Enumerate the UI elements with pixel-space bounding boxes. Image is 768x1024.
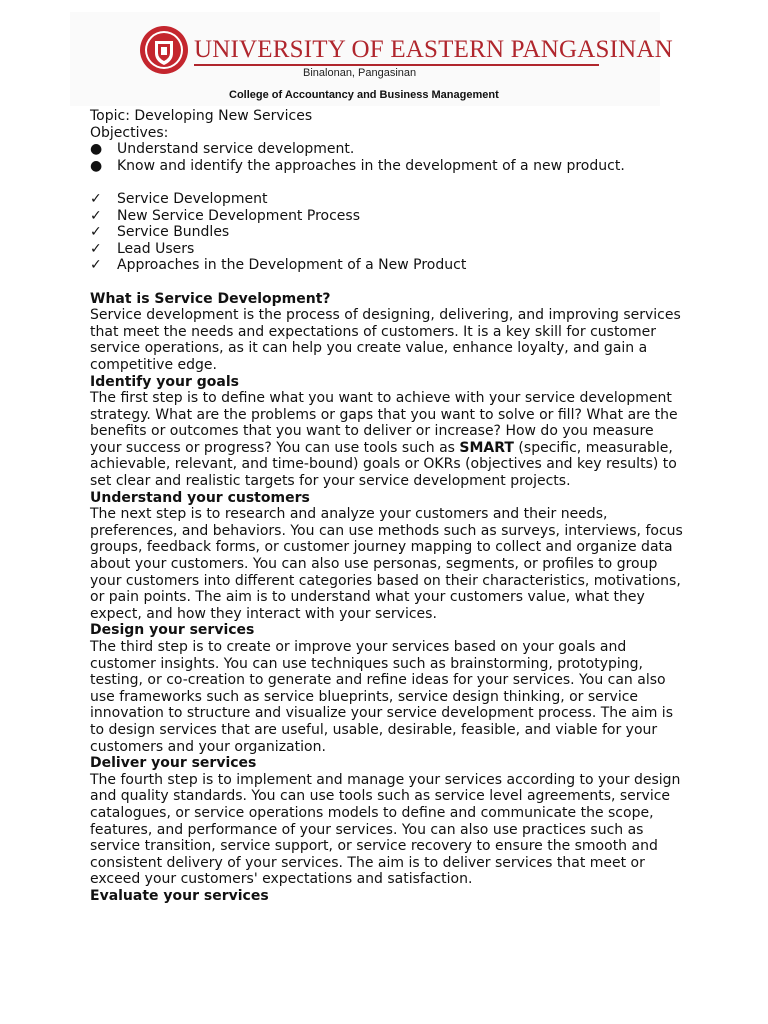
section-title: Design your services: [90, 622, 255, 639]
paragraph-line: customers and your organization.: [90, 738, 326, 755]
checklist-text: Approaches in the Development of a New Product: [117, 257, 467, 274]
checkmark-icon: ✓: [90, 257, 102, 274]
objective-text: Understand service development.: [117, 141, 355, 158]
paragraph-line: or pain points. The aim is to understand what your customers value, what they: [90, 589, 645, 606]
topic-line: Topic: Developing New Services: [90, 108, 313, 124]
section-title: Deliver your services: [90, 755, 257, 772]
paragraph-line: use frameworks such as service blueprints, service design thinking, or service: [90, 688, 639, 705]
paragraph-line: features, and performance of your services. You can also use practices such as: [90, 821, 644, 838]
checkmark-icon: ✓: [90, 190, 102, 207]
objective-text: Know and identify the approaches in the development of a new product.: [117, 157, 625, 174]
checklist-item: [90, 257, 690, 274]
paragraph-line: exceed your customers' expectations and satisfaction.: [90, 871, 473, 888]
paragraph-line: strategy. What are the problems or gaps that you want to solve or fill? What are the: [90, 406, 678, 423]
paragraph-line: achievable, relevant, and time-bound) goals or OKRs (objectives and key results) to: [90, 456, 677, 473]
section-paragraph: [90, 307, 690, 373]
university-location: Binalonan, Pangasinan: [303, 67, 417, 79]
paragraph-line: testing, or co-creation to generate and refine ideas for your services. You can also: [90, 672, 666, 689]
section-title: What is Service Development?: [90, 290, 331, 307]
paragraph-line: innovation to structure and visualize your service development process. The aim is: [90, 705, 673, 722]
section-title: Understand your customers: [90, 489, 310, 506]
checklist-item: [90, 208, 690, 225]
objectives-label: Objectives:: [90, 124, 169, 141]
section-title: Evaluate your services: [90, 887, 269, 904]
paragraph-fragment: your success or progress? You can use tools such as: [90, 439, 460, 456]
bullet-icon: ●: [90, 157, 103, 174]
university-seal-icon: [139, 25, 189, 75]
paragraph-line: groups, feedback forms, or customer journey mapping to collect and organize data: [90, 539, 673, 556]
section-paragraph: [90, 506, 690, 622]
letterhead-divider: [194, 64, 599, 66]
checklist-item: [90, 241, 690, 258]
paragraph-line: customer insights. You can use techniques such as brainstorming, prototyping,: [90, 655, 643, 672]
paragraph-line: The third step is to create or improve your services based on your goals and: [90, 639, 627, 655]
paragraph-line: The first step is to define what you want to achieve with your service development: [90, 390, 672, 407]
checkmark-icon: ✓: [90, 240, 102, 257]
paragraph-line: to design services that are useful, usable, desirable, feasible, and viable for your: [90, 721, 658, 738]
section-paragraph: [90, 772, 690, 888]
objective-item: [90, 141, 690, 158]
checkmark-icon: ✓: [90, 224, 102, 241]
paragraph-fragment: (specific, measurable,: [513, 439, 673, 456]
document-body: [90, 108, 690, 905]
section-paragraph: [90, 390, 690, 490]
checklist-text: Service Development: [117, 190, 268, 207]
paragraph-line: The next step is to research and analyze your customers and their needs,: [90, 506, 608, 523]
checkmark-icon: ✓: [90, 207, 102, 224]
checklist-item: [90, 224, 690, 241]
checklist-text: Lead Users: [117, 240, 195, 257]
paragraph-line: catalogues, or service operations models to define and communicate the scope,: [90, 804, 654, 821]
paragraph-line: your customers into different categories based on their characteristics, motivations,: [90, 572, 681, 589]
paragraph-line: that meet the needs and expectations of customers. It is a key skill for customer: [90, 323, 657, 340]
paragraph-line: preferences, and behaviors. You can use methods such as surveys, interviews, focus: [90, 522, 683, 539]
paragraph-line: [90, 440, 690, 457]
paragraph-line: and quality standards. You can use tools such as service level agreements, service: [90, 788, 671, 805]
checklist-item: [90, 191, 690, 208]
paragraph-line: service operations, as it can help you create value, enhance loyalty, and gain a: [90, 340, 648, 357]
paragraph-line: competitive edge.: [90, 356, 217, 373]
college-name: College of Accountancy and Business Management: [229, 89, 499, 101]
section-paragraph: [90, 639, 690, 755]
university-name: UNIVERSITY OF EASTERN PANGASINAN: [194, 36, 673, 63]
paragraph-line: The fourth step is to implement and manage your services according to your design: [90, 771, 681, 788]
paragraph-line: benefits or outcomes that you want to deliver or increase? How do you measure: [90, 423, 654, 440]
paragraph-line: Service development is the process of designing, delivering, and improving services: [90, 307, 681, 324]
bullet-icon: ●: [90, 141, 103, 158]
objective-item: [90, 158, 690, 175]
section-title: Identify your goals: [90, 373, 239, 390]
paragraph-line: consistent delivery of your services. The aim is to deliver services that meet or: [90, 854, 645, 871]
paragraph-line: about your customers. You can also use personas, segments, or profiles to group: [90, 556, 658, 573]
checklist-text: Service Bundles: [117, 224, 230, 241]
smart-keyword: SMART: [459, 439, 514, 456]
paragraph-line: service transition, service support, or service recovery to ensure the smooth and: [90, 838, 658, 855]
paragraph-line: expect, and how they interact with your services.: [90, 605, 437, 622]
paragraph-line: set clear and realistic targets for your service development projects.: [90, 473, 571, 490]
checklist-text: New Service Development Process: [117, 207, 360, 224]
